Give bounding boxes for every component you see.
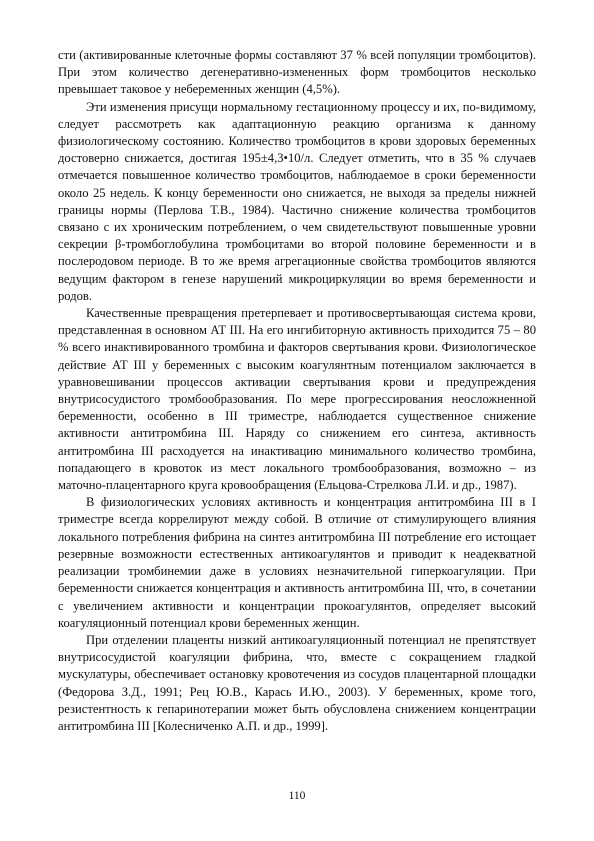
page-number: 110 (288, 790, 306, 802)
paragraph-platelet-changes: Эти изменения присущи нормальному гестационному процессу и их, по-видимому, следует рассмотреть как адаптационную реакцию организма к данному физиологическому состоянию. Количество тромбоцитов в крови здоровых беременных достоверно снижается, достигая 195±4,3•10/л. Следует отметить, что в 35 % случаев отмечается повышенное количество тромбоцитов, наблюдаемое в сроки беременности около 25 недель. К концу беременности оно снижается, не выходя за пределы нижней границы нормы (Перлова Т.В., 1984). Частично снижение количества тромбоцитов связано с их хроническим потреблением, о чем свидетельствуют повышенные уровни секреции β-тромбоглобулина тромбоцитами во второй половине беременности и в послеродовом периоде. В то же время агрегационные свойства тромбоцитов являются ведущим фактором в генезе нарушений микроциркуляции во время беременности и родов. (58, 99, 536, 303)
page-body (58, 47, 536, 735)
paragraph-continuation: сти (активированные клеточные формы составляют 37 % всей популяции тромбоцитов). При этом количество дегенеративно-измененных форм тромбоцитов несколько превышает таковое у небеременных женщин (4,5%). (58, 48, 536, 97)
paragraph-antithrombin-activity: В физиологических условиях активность и концентрация антитромбина III в I триместре всегда коррелируют между собой. В отличие от стимулирующего влияния локального потребления фибрина на синтез антитромбина III потребление его истощает резервные возможности естественных антикоагулянтов и приводит к неадекватной реализации тромбинемии даже в условиях незначительной гиперкоагуляции. При беременности снижается концентрация и активность антитромбина III, что, в сочетании с увеличением активности и концентрации прокоагулянтов, определяет высокий коагуляционный потенциал крови беременных женщин. (58, 495, 536, 630)
paragraph-placenta-separation: При отделении плаценты низкий антикоагуляционный потенциал не препятствует внутрисосудистой коагуляции фибрина, что, вместе с сокращением гладкой мускулатуры, обеспечивает остановку кровотечения из сосудов плацентарной площадки (Федорова З.Д., 1991; Рец Ю.В., Карась И.Ю., 2003). У беременных, кроме того, резистентность к гепаринотерапии может быть обусловлена снижением концентрации антитромбина III [Колесниченко А.П. и др., 1999]. (58, 632, 536, 733)
paragraph-anticoagulant-system: Качественные превращения претерпевает и противосвертывающая система крови, представленная в основном АТ III. На его ингибиторную активность приходится 75 – 80 % всего инактивированного тромбина и факторов свертывания крови. Физиологическое действие АТ III у беременных с высоким коагулянтным потенциалом заключается в уравновешивании процессов активации свертывания крови и предупреждения внутрисосудистого тромбообразования. По мере прогрессирования неосложненной беременности, особенно в III триместре, наблюдается существенное снижение активности антитромбина III. Наряду со снижением его синтеза, активность антитромбина III расходуется на инактивацию минимального количество тромбина, попадающего в кровоток из мест локального тромбообразования, возможно – из маточно-плацентарного круга кровообращения (Ельцова-Стрелкова Л.И. и др., 1987). (58, 306, 536, 493)
